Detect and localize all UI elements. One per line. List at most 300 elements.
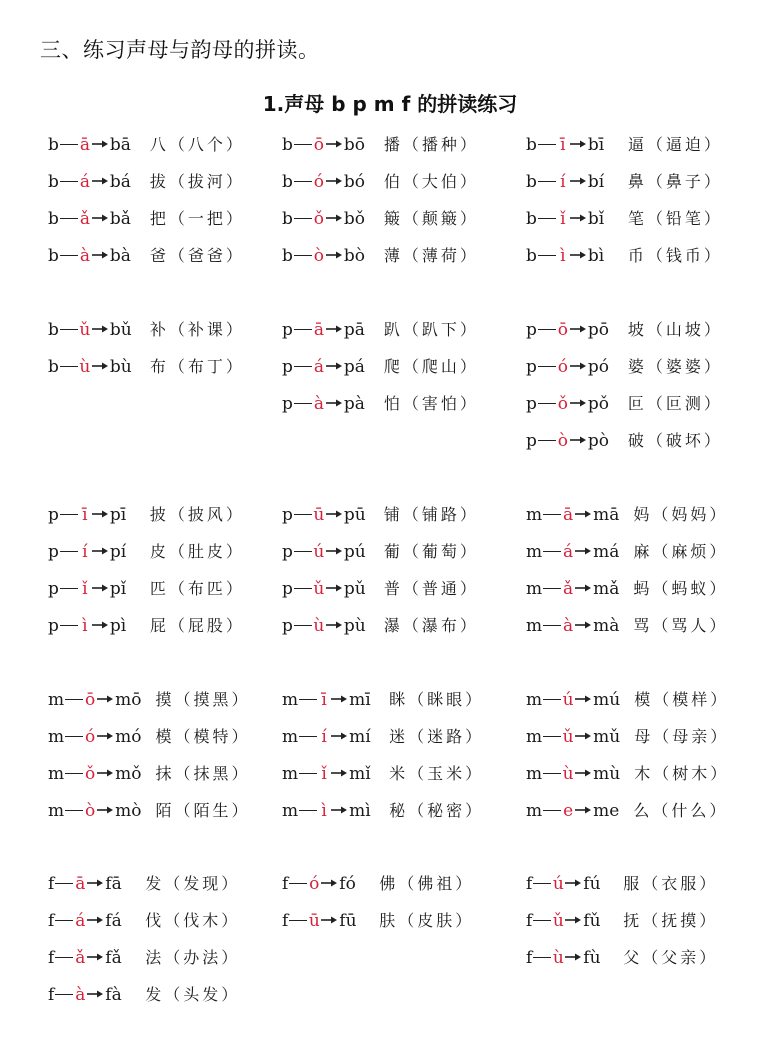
syllable: mú (593, 690, 621, 710)
final: à (313, 394, 324, 414)
syllable: bǔ (109, 320, 132, 340)
dash-line (60, 255, 78, 257)
character-example: 伯（大伯） (383, 172, 479, 191)
character-example: 模（模特） (155, 727, 251, 746)
dash-line (60, 329, 78, 331)
arrow-right-icon (575, 547, 591, 555)
dash-line (543, 773, 561, 775)
initial: p (48, 579, 59, 599)
arrow-right-icon (326, 399, 342, 407)
character-example: 么（什么） (633, 801, 729, 820)
arrow-right-icon (321, 916, 337, 924)
pinyin-row (48, 946, 240, 970)
dash-line (299, 736, 317, 738)
pinyin-row (526, 244, 723, 268)
arrow-right-icon (97, 806, 113, 814)
dash-line (294, 329, 312, 331)
initial: p (282, 357, 293, 377)
arrow-right-icon (92, 584, 108, 592)
arrow-right-icon (326, 177, 342, 185)
final: ā (79, 135, 90, 155)
initial: f (48, 985, 55, 1005)
syllable: pō (587, 320, 610, 340)
character-example: 铺（铺路） (383, 505, 479, 524)
character-example: 佛（佛祖） (379, 874, 475, 893)
syllable: fǔ (583, 911, 601, 931)
character-example: 骂（骂人） (633, 616, 729, 635)
character-example: 拔（拔河） (149, 172, 245, 191)
final: ó (309, 874, 320, 894)
character-example: 瀑（瀑布） (383, 616, 479, 635)
final: ō (557, 320, 569, 340)
dash-line (294, 588, 312, 590)
syllable: bù (109, 357, 132, 377)
syllable: mì (349, 801, 371, 821)
dash-line (533, 957, 551, 959)
initial: p (48, 616, 59, 636)
syllable: mà (593, 616, 620, 636)
initial: b (282, 209, 293, 229)
dash-line (538, 255, 556, 257)
arrow-right-icon (92, 547, 108, 555)
initial: m (526, 801, 543, 821)
arrow-right-icon (326, 251, 342, 259)
initial: m (282, 690, 299, 710)
arrow-right-icon (326, 214, 342, 222)
pinyin-row (48, 983, 240, 1007)
character-example: 怕（害怕） (383, 394, 479, 413)
syllable: pó (587, 357, 610, 377)
final: ǔ (79, 320, 91, 340)
character-example: 法（办法） (145, 948, 241, 967)
dash-line (60, 181, 78, 183)
dash-line (60, 218, 78, 220)
arrow-right-icon (87, 916, 103, 924)
final: ā (75, 874, 86, 894)
syllable: fǎ (105, 948, 122, 968)
arrow-right-icon (97, 769, 113, 777)
final: ī (82, 505, 88, 525)
syllable: fù (583, 948, 601, 968)
final: á (313, 357, 324, 377)
initial: p (282, 542, 293, 562)
final: ū (313, 505, 325, 525)
initial: p (282, 505, 293, 525)
pinyin-row (48, 762, 251, 786)
syllable: pū (343, 505, 366, 525)
final: ù (552, 948, 564, 968)
arrow-right-icon (326, 362, 342, 370)
syllable: pú (343, 542, 366, 562)
arrow-right-icon (575, 732, 591, 740)
final: ù (313, 616, 325, 636)
initial: b (282, 246, 293, 266)
pinyin-row (526, 688, 729, 712)
pinyin-row (282, 577, 479, 601)
character-example: 爬（爬山） (383, 357, 479, 376)
syllable: fā (105, 874, 122, 894)
syllable: bá (109, 172, 131, 192)
dash-line (65, 699, 83, 701)
final: ǐ (321, 764, 327, 784)
character-example: 伐（伐木） (145, 911, 241, 930)
arrow-right-icon (331, 806, 347, 814)
character-example: 屁（屁股） (149, 616, 245, 635)
syllable: bì (587, 246, 605, 266)
dash-line (289, 920, 307, 922)
initial: b (48, 172, 59, 192)
final: ǐ (82, 579, 88, 599)
dash-line (543, 736, 561, 738)
dash-line (65, 736, 83, 738)
dash-line (538, 440, 556, 442)
dash-line (294, 255, 312, 257)
initial: f (48, 948, 55, 968)
initial: p (526, 357, 537, 377)
character-example: 把（一把） (149, 209, 245, 228)
final: í (560, 172, 566, 192)
arrow-right-icon (565, 953, 581, 961)
initial: b (48, 209, 59, 229)
pinyin-row (48, 133, 245, 157)
syllable: mō (115, 690, 142, 710)
final: ó (557, 357, 569, 377)
dash-line (294, 181, 312, 183)
pinyin-row (282, 688, 484, 712)
initial: f (526, 948, 533, 968)
pinyin-row (48, 614, 245, 638)
initial: f (48, 874, 55, 894)
final: ǔ (313, 579, 325, 599)
initial: p (282, 579, 293, 599)
final: ì (560, 246, 566, 266)
syllable: mī (349, 690, 371, 710)
pinyin-row (282, 872, 474, 896)
character-example: 笔（铅笔） (627, 209, 723, 228)
arrow-right-icon (570, 140, 586, 148)
final: ō (313, 135, 325, 155)
initial: m (282, 801, 299, 821)
final: ò (85, 801, 96, 821)
pinyin-row (282, 392, 479, 416)
dash-line (543, 810, 561, 812)
final: ǒ (313, 209, 325, 229)
initial: b (526, 172, 537, 192)
final: ū (308, 911, 320, 931)
syllable: mǎ (593, 579, 620, 599)
final: ō (85, 690, 96, 710)
character-example: 发（发现） (145, 874, 241, 893)
syllable: má (593, 542, 620, 562)
pinyin-row (526, 207, 723, 231)
dash-line (299, 810, 317, 812)
initial: m (48, 764, 65, 784)
pinyin-row (282, 133, 479, 157)
dash-line (543, 699, 561, 701)
pinyin-row (282, 355, 479, 379)
arrow-right-icon (321, 879, 337, 887)
pinyin-row (48, 725, 251, 749)
pinyin-row (526, 392, 723, 416)
arrow-right-icon (92, 510, 108, 518)
arrow-right-icon (92, 362, 108, 370)
final: ú (313, 542, 325, 562)
syllable: bǒ (343, 209, 366, 229)
dash-line (543, 514, 561, 516)
character-example: 爸（爸爸） (149, 246, 245, 265)
dash-line (55, 920, 73, 922)
character-example: 叵（叵测） (627, 394, 723, 413)
initial: p (526, 431, 537, 451)
final: ó (313, 172, 325, 192)
syllable: pǔ (343, 579, 366, 599)
arrow-right-icon (570, 214, 586, 222)
initial: p (282, 394, 293, 414)
pinyin-row (48, 909, 240, 933)
dash-line (294, 366, 312, 368)
character-example: 模（模样） (634, 690, 730, 709)
pinyin-row (526, 355, 723, 379)
arrow-right-icon (575, 510, 591, 518)
dash-line (538, 403, 556, 405)
initial: p (48, 505, 59, 525)
pinyin-row (526, 762, 729, 786)
syllable: pì (109, 616, 127, 636)
pinyin-row (526, 946, 718, 970)
arrow-right-icon (570, 399, 586, 407)
dash-line (289, 883, 307, 885)
initial: m (526, 727, 543, 747)
pinyin-row (48, 244, 245, 268)
final: ǐ (560, 209, 566, 229)
arrow-right-icon (570, 436, 586, 444)
arrow-right-icon (97, 732, 113, 740)
pinyin-row (526, 503, 728, 527)
pinyin-row (526, 170, 723, 194)
final: ú (552, 874, 564, 894)
final: ǎ (75, 948, 86, 968)
arrow-right-icon (326, 325, 342, 333)
final: à (79, 246, 90, 266)
character-example: 服（衣服） (623, 874, 719, 893)
initial: m (48, 801, 65, 821)
pinyin-row (48, 503, 245, 527)
character-example: 皮（肚皮） (149, 542, 245, 561)
syllable: mù (593, 764, 621, 784)
pinyin-row (526, 725, 729, 749)
character-example: 婆（婆婆） (627, 357, 723, 376)
syllable: bǎ (109, 209, 131, 229)
character-example: 簸（颠簸） (383, 209, 479, 228)
arrow-right-icon (326, 621, 342, 629)
syllable: pá (343, 357, 365, 377)
arrow-right-icon (326, 547, 342, 555)
final: ǎ (79, 209, 90, 229)
syllable: pī (109, 505, 127, 525)
syllable: bǐ (587, 209, 605, 229)
character-example: 匹（布匹） (149, 579, 245, 598)
syllable: bò (343, 246, 366, 266)
dash-line (60, 366, 78, 368)
dash-line (533, 920, 551, 922)
arrow-right-icon (87, 990, 103, 998)
arrow-right-icon (92, 325, 108, 333)
initial: m (48, 690, 65, 710)
pinyin-row (48, 872, 240, 896)
pinyin-row (48, 688, 251, 712)
initial: m (526, 579, 543, 599)
pinyin-row (48, 170, 245, 194)
pinyin-row (282, 614, 479, 638)
arrow-right-icon (326, 510, 342, 518)
syllable: fū (339, 911, 357, 931)
pinyin-row (282, 725, 484, 749)
initial: m (282, 727, 299, 747)
final: à (75, 985, 86, 1005)
final: ǎ (563, 579, 574, 599)
arrow-right-icon (97, 695, 113, 703)
initial: b (526, 246, 537, 266)
pinyin-row (526, 909, 718, 933)
initial: b (526, 135, 537, 155)
dash-line (55, 883, 73, 885)
syllable: pǒ (587, 394, 610, 414)
initial: m (526, 616, 543, 636)
initial: b (48, 320, 59, 340)
character-example: 播（播种） (383, 135, 479, 154)
syllable: pù (343, 616, 366, 636)
syllable: bō (343, 135, 366, 155)
initial: m (526, 542, 543, 562)
character-example: 木（树木） (634, 764, 730, 783)
arrow-right-icon (92, 251, 108, 259)
dash-line (60, 625, 78, 627)
arrow-right-icon (570, 325, 586, 333)
syllable: bà (109, 246, 131, 266)
initial: m (526, 505, 543, 525)
pinyin-row (282, 540, 479, 564)
character-example: 蚂（蚂蚁） (633, 579, 729, 598)
initial: m (526, 764, 543, 784)
dash-line (55, 957, 73, 959)
dash-line (299, 699, 317, 701)
character-example: 母（母亲） (634, 727, 730, 746)
character-example: 米（玉米） (389, 764, 485, 783)
pinyin-row (526, 799, 728, 823)
syllable: bó (343, 172, 366, 192)
syllable: bī (587, 135, 605, 155)
character-example: 妈（妈妈） (633, 505, 729, 524)
syllable: fú (583, 874, 601, 894)
pinyin-row (48, 577, 245, 601)
pinyin-row (526, 540, 728, 564)
syllable: pí (109, 542, 127, 562)
dash-line (538, 218, 556, 220)
initial: f (48, 911, 55, 931)
syllable: mā (593, 505, 620, 525)
pinyin-row (282, 318, 479, 342)
syllable: fà (105, 985, 122, 1005)
initial: f (282, 911, 289, 931)
dash-line (65, 810, 83, 812)
dash-line (543, 588, 561, 590)
character-example: 迷（迷路） (389, 727, 485, 746)
syllable: bí (587, 172, 605, 192)
pinyin-row (282, 207, 479, 231)
initial: b (48, 246, 59, 266)
arrow-right-icon (570, 177, 586, 185)
pinyin-row (48, 207, 245, 231)
arrow-right-icon (87, 953, 103, 961)
pinyin-row (526, 429, 723, 453)
dash-line (538, 144, 556, 146)
character-example: 坡（山坡） (627, 320, 723, 339)
final: ǔ (562, 727, 574, 747)
arrow-right-icon (331, 732, 347, 740)
final: í (321, 727, 327, 747)
arrow-right-icon (326, 584, 342, 592)
arrow-right-icon (575, 695, 591, 703)
dash-line (65, 773, 83, 775)
character-example: 披（披风） (149, 505, 245, 524)
syllable: mò (115, 801, 142, 821)
arrow-right-icon (575, 621, 591, 629)
section-title: 三、练习声母与韵母的拼读。 (40, 38, 320, 62)
final: á (75, 911, 86, 931)
initial: m (282, 764, 299, 784)
pinyin-row (526, 872, 718, 896)
final: ù (562, 764, 574, 784)
character-example: 普（普通） (383, 579, 479, 598)
initial: p (48, 542, 59, 562)
arrow-right-icon (565, 916, 581, 924)
final: ā (563, 505, 574, 525)
arrow-right-icon (575, 806, 591, 814)
final: à (563, 616, 574, 636)
dash-line (55, 994, 73, 996)
character-example: 鼻（鼻子） (627, 172, 723, 191)
initial: m (526, 690, 543, 710)
dash-line (543, 625, 561, 627)
character-example: 陌（陌生） (155, 801, 251, 820)
initial: p (282, 320, 293, 340)
character-example: 麻（麻烦） (633, 542, 729, 561)
pinyin-row (48, 540, 245, 564)
dash-line (543, 551, 561, 553)
final: ī (321, 690, 327, 710)
initial: b (282, 135, 293, 155)
character-example: 币（钱币） (627, 246, 723, 265)
initial: b (282, 172, 293, 192)
character-example: 逼（逼迫） (627, 135, 723, 154)
syllable: pà (343, 394, 365, 414)
syllable: pǐ (109, 579, 127, 599)
final: ǔ (552, 911, 564, 931)
initial: m (48, 727, 65, 747)
syllable: mǔ (593, 727, 621, 747)
character-example: 布（布丁） (149, 357, 245, 376)
pinyin-row (282, 762, 484, 786)
final: ì (82, 616, 88, 636)
dash-line (294, 218, 312, 220)
arrow-right-icon (92, 140, 108, 148)
pinyin-row (526, 577, 728, 601)
arrow-right-icon (92, 621, 108, 629)
character-example: 补（补课） (149, 320, 245, 339)
character-example: 肤（皮肤） (379, 911, 475, 930)
final: e (563, 801, 574, 821)
dash-line (294, 625, 312, 627)
